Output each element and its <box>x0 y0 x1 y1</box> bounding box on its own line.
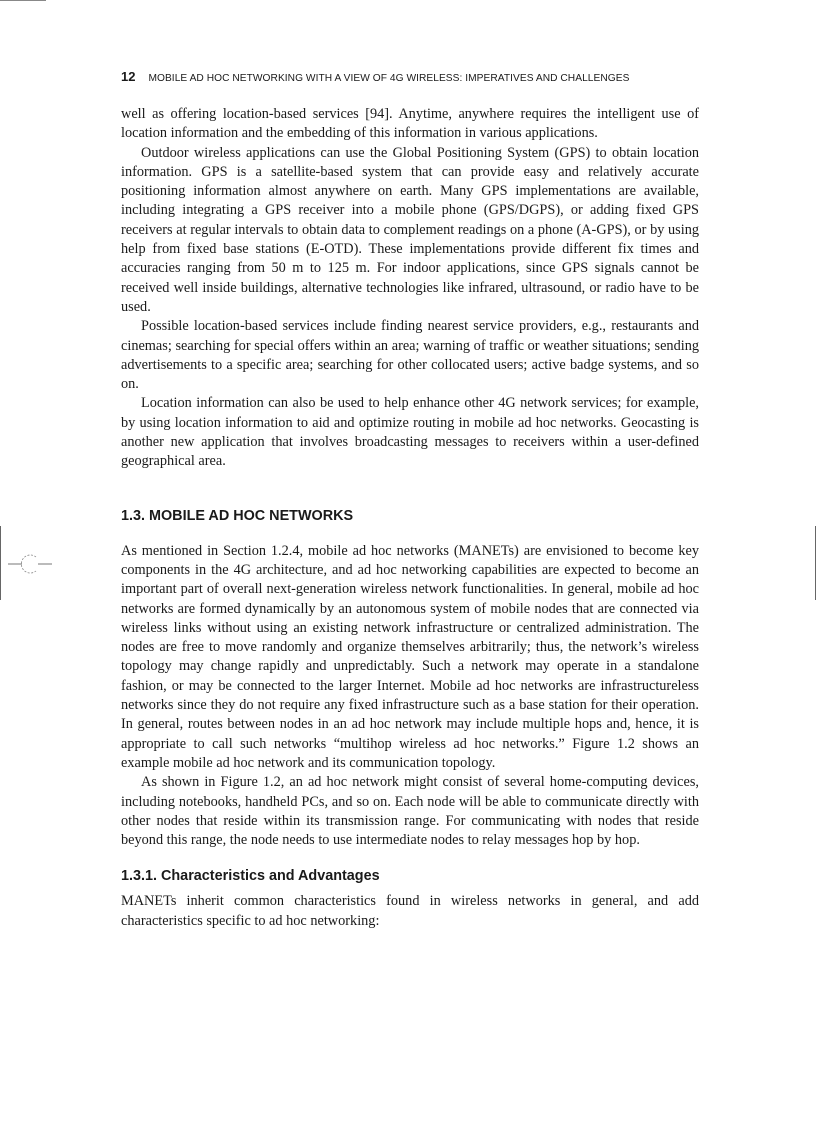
margin-rule-left <box>0 526 1 600</box>
body-paragraph: As mentioned in Section 1.2.4, mobile ad hoc networks (MANETs) are envisioned to become key components in the 4G architecture, and ad hoc networking capabilities are expected to become an important part of overall next-generation wireless network functionalities. In general, mobile ad hoc networks are formed dynamically by an autonomous system of mobile nodes that are connected via wireless links without using an existing network infrastructure or centralized administration. The nodes are free to move randomly and organize themselves arbitrarily; thus, the network’s wireless topology may change rapidly and unpredictably. Such a network may operate in a standalone fashion, or may be connected to the larger Internet. Mobile ad hoc networks are infrastructureless networks since they do not require any fixed infrastructure such as a base station for their operation. In general, routes between nodes in an ad hoc network may include multiple hops and, hence, it is appropriate to call such networks “multihop wireless ad hoc networks.” Figure 1.2 shows an example mobile ad hoc network and its communication topology. <box>121 542 699 771</box>
registration-mark-icon <box>8 552 52 576</box>
body-paragraph: Possible location-based services include finding nearest service providers, e.g., restaurants and cinemas; searching for special offers within an area; warning of traffic or weather situations; sending advertisements to a specific area; searching for other collocated users; active badge systems, and so on. <box>121 318 699 393</box>
running-title: MOBILE AD HOC NETWORKING WITH A VIEW OF 4G WIRELESS: IMPERATIVES AND CHALLENGES <box>148 73 630 84</box>
page-body <box>121 105 699 931</box>
body-paragraph: MANETs inherit common characteristics found in wireless networks in general, and add characteristics specific to ad hoc networking: <box>121 893 699 929</box>
subsection-heading: 1.3.1. Characteristics and Advantages <box>121 868 380 885</box>
page-number: 12 <box>121 69 136 84</box>
body-paragraph: As shown in Figure 1.2, an ad hoc network might consist of several home-computing devices, including notebooks, handheld PCs, and so on. Each node will be able to communicate directly with other nodes that reside within its transmission range. For communicating with nodes that reside beyond this range, the node needs to use intermediate nodes to relay messages hop by hop. <box>121 774 699 849</box>
body-paragraph: well as offering location-based services [94]. Anytime, anywhere requires the intelligent use of location information and the embedding of this information in various applications. <box>121 106 699 142</box>
section-heading: 1.3. MOBILE AD HOC NETWORKS <box>121 507 354 524</box>
crop-mark-top <box>0 0 46 1</box>
running-header <box>121 69 701 84</box>
body-paragraph: Location information can also be used to help enhance other 4G network services; for example, by using location information to aid and optimize routing in mobile ad hoc networks. Geocasting is another new application that involves broadcasting messages to receivers within a user-defined geographical area. <box>121 395 699 470</box>
body-paragraph: Outdoor wireless applications can use the Global Positioning System (GPS) to obtain location information. GPS is a satellite-based system that can provide easy and relatively accurate positioning information almost anywhere on earth. Many GPS implementations are available, including integrating a GPS receiver into a mobile phone (GPS/DGPS), or adding fixed GPS receivers at regular intervals to obtain data to complement readings on a phone (A-GPS), or by using help from fixed base stations (E-OTD). These implementations provide different fix times and accuracies ranging from 50 m to 125 m. For indoor applications, since GPS signals cannot be received well inside buildings, alternative technologies like infrared, ultrasound, or radio have to be used. <box>121 144 699 315</box>
